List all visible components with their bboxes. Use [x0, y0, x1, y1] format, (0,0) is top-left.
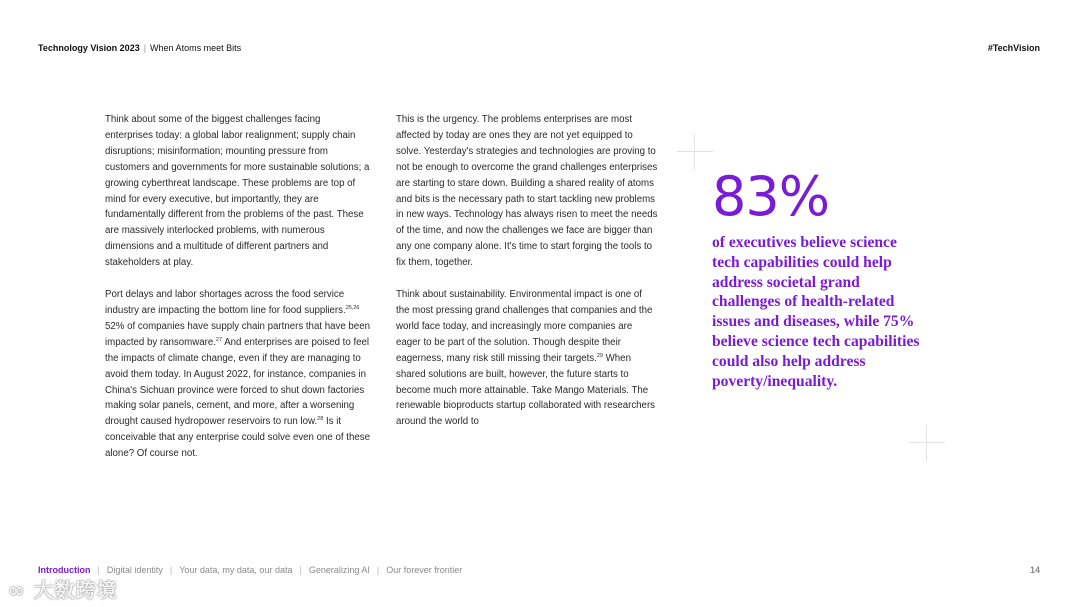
stat-description: of executives believe science tech capabilities could help address societal grand challenges of health-related issues and diseases, while 75% believe science tech capabilities could also help address poverty/inequality. [712, 234, 920, 390]
paragraph-text: Port delays and labor shortages across the food service industry are impacting the bottom line for food suppliers. [105, 289, 346, 316]
paragraph-text: 52% of companies have supply chain partners that have been impacted by ransomware. [105, 320, 370, 348]
stat-callout [712, 165, 927, 391]
header-separator: | [143, 43, 147, 53]
watermark-text: 大数跨境 [33, 578, 118, 602]
document-subtitle: When Atoms meet Bits [150, 43, 242, 53]
paragraph-text: When shared solutions are built, however, the future starts to become much more attainable. Take Mango Materials. The renewable bioproducts startup collaborated with researchers around the world to [396, 352, 656, 428]
footnote-ref[interactable]: 29 [596, 352, 603, 359]
footnote-ref[interactable]: 27 [215, 336, 223, 343]
decorative-plus-icon [677, 134, 713, 170]
paragraph-text: Is it conceivable that any enterprise could solve even one of these alone? Of course not. [105, 416, 370, 460]
paragraph [396, 287, 658, 430]
nav-forever-frontier[interactable]: Our forever frontier [386, 565, 463, 575]
text-column-middle [396, 112, 658, 446]
nav-divider: | [299, 565, 302, 575]
footnote-ref[interactable]: 25,26 [345, 304, 360, 311]
nav-introduction[interactable]: Introduction [38, 565, 91, 575]
nav-divider: | [97, 565, 100, 575]
page-number: 14 [1029, 565, 1040, 575]
hashtag: #TechVision [987, 43, 1040, 53]
nav-generalizing-ai[interactable]: Generalizing AI [308, 565, 370, 575]
paragraph [105, 287, 370, 462]
nav-digital-identity[interactable]: Digital identity [106, 565, 163, 575]
footnote-ref[interactable]: 28 [317, 416, 324, 423]
watermark-logo: ∞ 大数跨境 [8, 578, 118, 602]
nav-divider: | [376, 565, 380, 575]
decorative-plus-icon [909, 425, 945, 461]
paragraph-text: And enterprises are poised to feel the impacts of climate change, even if they are managing to avoid them today. In August 2022, for instance, companies in China's Sichuan province were forced to shut down factories making solar panels, cement, and more, after a worsening drought caused hydropower reservoirs to run low. [105, 336, 370, 428]
text-column-left [105, 112, 370, 478]
paragraph: Think about some of the biggest challenges facing enterprises today: a global labor realignment; supply chain disruptions; misinformation; mounting pressure from customers and governments for more sustainable solutions; a growing cyberthreat landscape. These problems are top of mind for every executive, but importantly, they are fundamentally different from the problems of the past. These are massively interlocked problems, with numerous dimensions and a multitude of different partners and stakeholders at play. [105, 114, 370, 269]
header-title-bar [38, 43, 241, 53]
nav-your-data[interactable]: Your data, my data, our data [179, 565, 293, 575]
paragraph-text: Think about sustainability. Environmental impact is one of the most pressing grand challenges that companies and the world face today, and increasingly more companies are eager to be part of the solution. Though despite their eagerness, many risk still missing their targets. [396, 289, 653, 364]
document-title: Technology Vision 2023 [38, 43, 140, 53]
nav-divider: | [169, 565, 173, 575]
paragraph: This is the urgency. The problems enterprises are most affected by today are ones they are not yet equipped to solve. Yesterday's strategies and technologies are proving to not be enough to overcome the grand challenges enterprises are starting to stare down. Building a shared reality of atoms and bits is the necessary path to start tackling new problems in new ways. Technology has always risen to meet the needs of the time, and now the challenges we face are bigger than any one company alone. It's time to start forging the tools to fix them, together. [396, 114, 658, 269]
stat-number: 83% [712, 165, 830, 228]
